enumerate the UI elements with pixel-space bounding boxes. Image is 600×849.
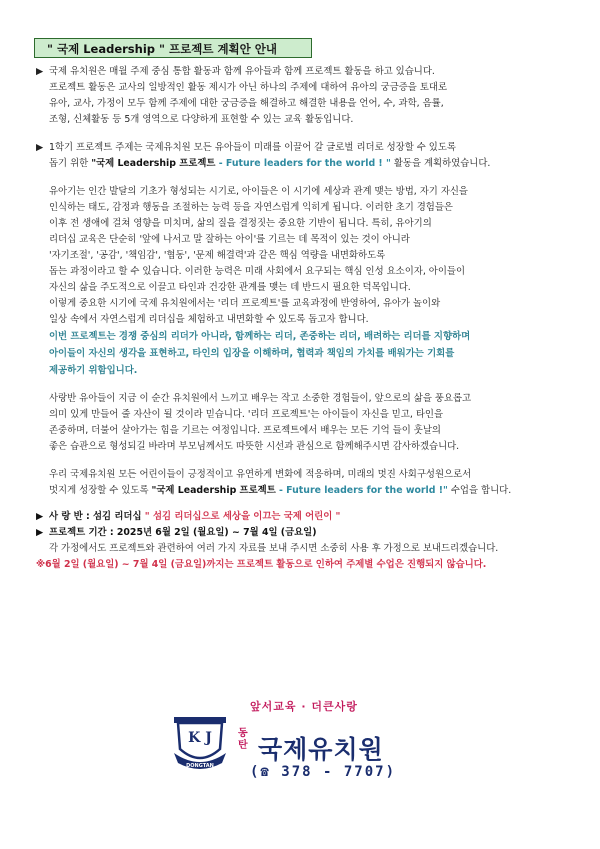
triangle-bullet-icon: ▶	[36, 142, 44, 153]
highlight-paragraph-line: 제공하기 위함입니다.	[49, 365, 138, 376]
class-info-line: ▶ 사 랑 반 : 섬김 리더십 " 섬김 리더십으로 세상을 이끄는 국제 어린이 "	[36, 509, 568, 525]
paragraph-body-line: 인식하는 태도, 감정과 행동을 조절하는 능력 등을 자연스럽게 익히게 됩니다. 이러한 초기 경험들은	[49, 202, 453, 213]
paragraph-parents-line: 사랑반 유아들이 지금 이 순간 유치원에서 느끼고 배우는 작고 소중한 경험들이, 앞으로의 삶을 풍요롭고	[49, 393, 472, 404]
project-subtitle: - Future leaders for the world ! "	[215, 158, 391, 169]
paragraph-body-line: 돕는 과정이라고 할 수 있습니다. 이러한 능력은 미래 사회에서 요구되는 핵심 인성 요소이자, 아이들이	[49, 266, 466, 277]
class-slogan: " 섬김 리더십으로 세상을 이끄는 국제 어린이 "	[141, 511, 341, 522]
emblem-letters: K J	[188, 730, 212, 746]
paragraph-intro-line: ▶ 국제 유치원은 매월 주제 중심 통합 활동과 함께 유아들과 함께 프로젝트 활동을 하고 있습니다.	[36, 64, 568, 80]
paragraph-body-line: 이렇게 중요한 시기에 국제 유치원에서는 '리더 프로젝트'를 교육과정에 반영하여, 유아가 놀이와	[49, 298, 441, 309]
triangle-bullet-icon: ▶	[36, 66, 44, 77]
paragraph-intro-line: 프로젝트 활동은 교사의 일방적인 활동 제시가 아닌 하나의 주제에 대하여 유아의 궁금증을 토대로	[49, 82, 448, 93]
paragraph-body-line: 유아기는 인간 발달의 기초가 형성되는 시기로, 아이들은 이 시기에 세상과 관계 맺는 방법, 자기 자신을	[49, 186, 468, 197]
paragraph-topic-line: 돕기 위한 "국제 Leadership 프로젝트 - Future leaders for the world ! " 활동을 계획하였습니다.	[49, 158, 491, 169]
logo-phone: (☎ 378 - 7707)	[250, 764, 397, 780]
paragraph-topic-line: ▶ 1학기 프로젝트 주제는 국제유치원 모든 유아들이 미래를 이끌어 갈 글로벌 리더로 성장할 수 있도록	[36, 140, 568, 156]
paragraph-intro-line: 유아, 교사, 가정이 모두 함께 주제에 대한 궁금증을 해결하고 해결한 내용을 언어, 수, 과학, 음률,	[49, 98, 444, 109]
paragraph-parents-line: 의미 있게 만들어 줄 자산이 될 것이라 믿습니다. '리더 프로젝트'는 아이들이 자신을 믿고, 타인을	[49, 409, 443, 420]
project-period-line: ▶ 프로젝트 기간 : 2025년 6월 2일 (월요일) ~ 7월 4일 (금요일)	[36, 525, 568, 541]
project-subtitle: - Future leaders for the world !"	[275, 485, 448, 496]
paragraph-body-line: 일상 속에서 자연스럽게 리더십을 체험하고 내면화할 수 있도록 돕고자 합니다.	[49, 314, 369, 325]
paragraph-closing-line: 멋지게 성장할 수 있도록 "국제 Leadership 프로젝트 - Future leaders for the world !" 수업을 합니다.	[49, 485, 512, 496]
home-materials-line: 각 가정에서도 프로젝트와 관련하여 여러 가지 자료를 보내 주시면 소중히 사용 후 가정으로 보내드리겠습니다.	[49, 543, 499, 554]
logo-kindergarten-name: 국제유치원	[258, 735, 384, 764]
paragraph-parents-line: 존중하며, 더불어 살아가는 힘을 기르는 여정입니다. 프로젝트에서 배우는 모든 기억 들이 훗날의	[49, 425, 441, 436]
notice-line: ※6월 2일 (월요일) ~ 7월 4일 (금요일)까지는 프로젝트 활동으로 인하여 주제별 수업은 진행되지 않습니다.	[36, 559, 487, 570]
paragraph-body-line: 자신의 삶을 주도적으로 이끌고 타인과 건강한 관계를 맺는 데 반드시 필요한 덕목입니다.	[49, 282, 411, 293]
highlight-paragraph-line: 이번 프로젝트는 경쟁 중심의 리더가 아니라, 함께하는 리더, 존중하는 리더, 배려하는 리더를 지향하며	[49, 331, 471, 342]
kj-emblem-icon	[170, 715, 230, 771]
project-name: "국제 Leadership 프로젝트	[151, 485, 276, 496]
document-title: " 국제 Leadership " 프로젝트 계획안 안내	[34, 38, 312, 58]
paragraph-body-line: 리더십 교육은 단순히 '앞에 나서고 말 잘하는 아이'를 기르는 데 목적이 있는 것이 아니라	[49, 234, 410, 245]
logo-dongtan: 동탄	[238, 728, 248, 751]
paragraph-closing-line: 우리 국제유치원 모든 어린이들이 긍정적이고 유연하게 변화에 적응하며, 미래의 멋진 사회구성원으로서	[49, 469, 472, 480]
emblem-subtext: DONGTAN	[186, 763, 214, 769]
paragraph-intro-line: 조형, 신체활동 등 5개 영역으로 다양하게 표현할 수 있는 교육 활동입니다.	[49, 114, 354, 125]
paragraph-body-line: 이후 전 생애에 걸쳐 영향을 미치며, 삶의 질을 결정짓는 중요한 기반이 됩니다. 특히, 유아기의	[49, 218, 432, 229]
triangle-bullet-icon: ▶	[36, 511, 44, 522]
paragraph-parents-line: 좋은 습관으로 형성되길 바라며 부모님께서도 따뜻한 시선과 관심으로 함께해주시면 감사하겠습니다.	[49, 441, 460, 452]
paragraph-body-line: '자기조절', '공감', '책임감', '협동', '문제 해결력'과 같은 핵심 역량을 내면화하도록	[49, 250, 386, 261]
logo-slogan: 앞서교육 · 더큰사랑	[250, 700, 358, 713]
triangle-bullet-icon: ▶	[36, 527, 44, 538]
project-name: "국제 Leadership 프로젝트	[91, 158, 216, 169]
highlight-paragraph-line: 아이들이 자신의 생각을 표현하고, 타인의 입장을 이해하며, 협력과 책임의 가치를 배워가는 기회를	[49, 348, 455, 359]
document-body	[36, 64, 568, 573]
